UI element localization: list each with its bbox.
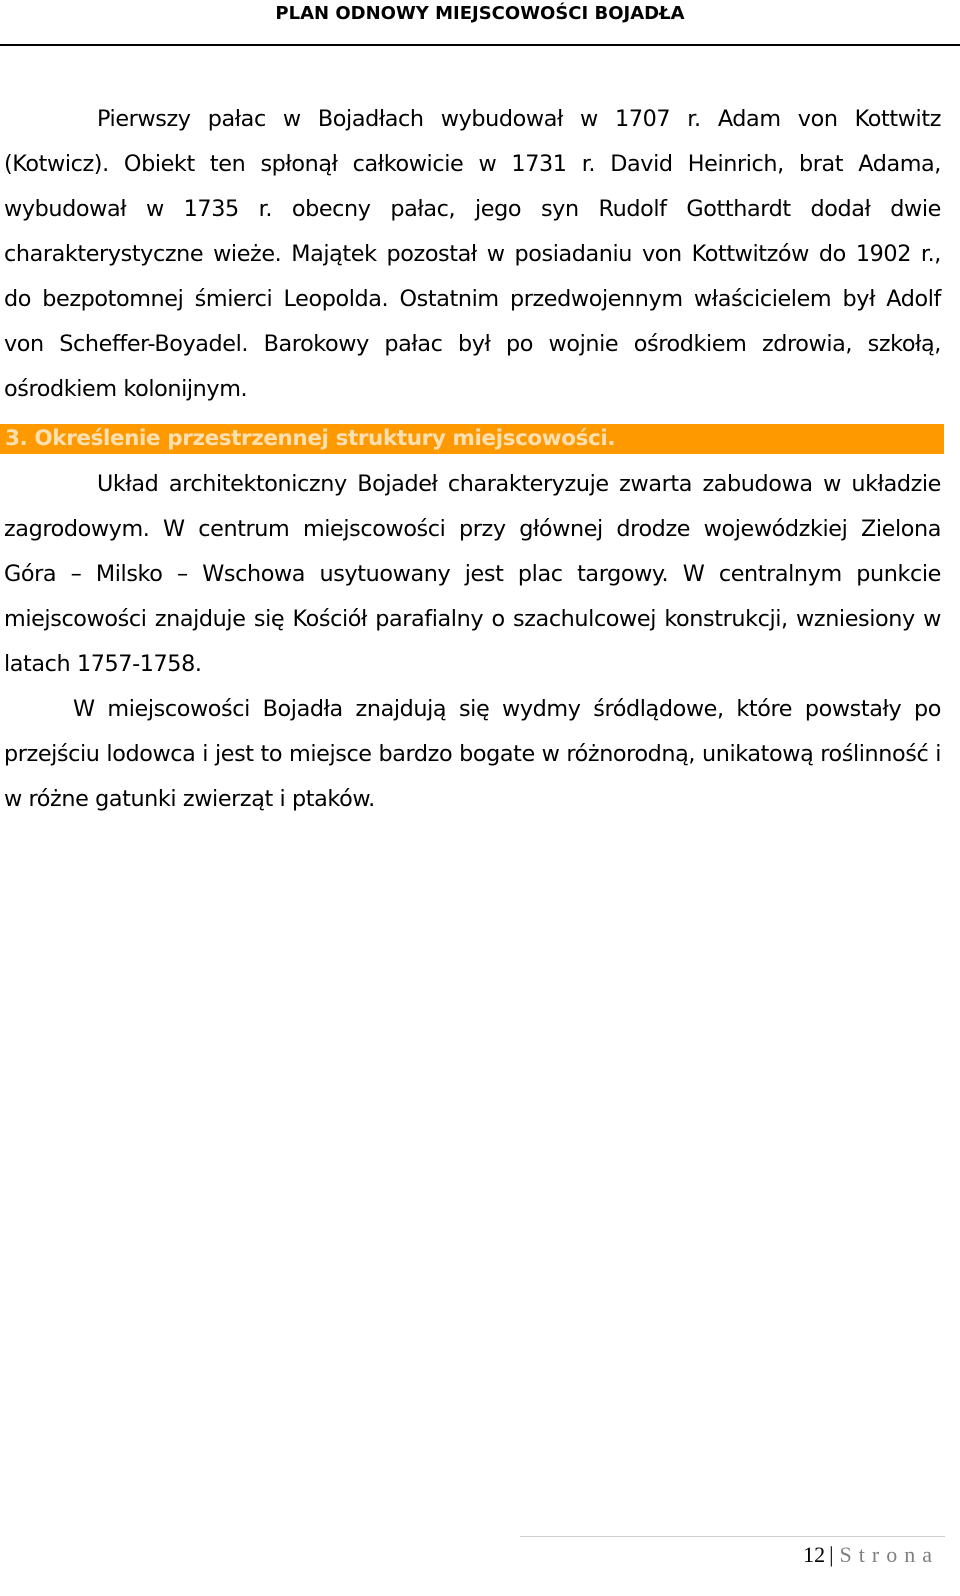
page-number: 12: [803, 1542, 826, 1567]
page-header: [0, 0, 960, 46]
page-label: Strona: [839, 1542, 939, 1567]
footer-separator: |: [829, 1542, 834, 1567]
page-content: [4, 97, 941, 822]
page-number-block: [803, 1540, 939, 1570]
page-footer: [520, 1536, 945, 1577]
paragraph-palace-history: Pierwszy pałac w Bojadłach wybudował w 1707 r. Adam von Kottwitz (Kotwicz). Obiekt ten spłonął całkowicie w 1731 r. David Heinrich, brat Adama, wybudował w 1735 r. obecny pałac, jego syn Rudolf Gotthardt dodał dwie charakterystyczne wieże. Majątek pozostał w posiadaniu von Kottwitzów do 1902 r., do bezpotomnej śmierci Leopolda. Ostatnim przedwojennym właścicielem był Adolf von Scheffer-Boyadel. Barokowy pałac był po wojnie ośrodkiem zdrowia, szkołą, ośrodkiem kolonijnym.: [4, 106, 941, 402]
section-heading: 3. Określenie przestrzennej struktury miejscowości.: [5, 426, 616, 451]
paragraph-inland-dunes: W miejscowości Bojadła znajdują się wydmy śródlądowe, które powstały po przejściu lodowca i jest to miejsce bardzo bogate w różnorodną, unikatową roślinność i w różne gatunki zwierząt i ptaków.: [4, 696, 941, 812]
paragraph-spatial-structure: Układ architektoniczny Bojadeł charakteryzuje zwarta zabudowa w układzie zagrodowym. W centrum miejscowości przy głównej drodze wojewódzkiej Zielona Góra – Milsko – Wschowa usytuowany jest plac targowy. W centralnym punkcie miejscowości znajduje się Kościół parafialny o szachulcowej konstrukcji, wzniesiony w latach 1757-1758.: [4, 471, 941, 677]
section-heading-band: [0, 424, 944, 454]
document-title: PLAN ODNOWY MIEJSCOWOŚCI BOJADŁA: [275, 3, 685, 24]
